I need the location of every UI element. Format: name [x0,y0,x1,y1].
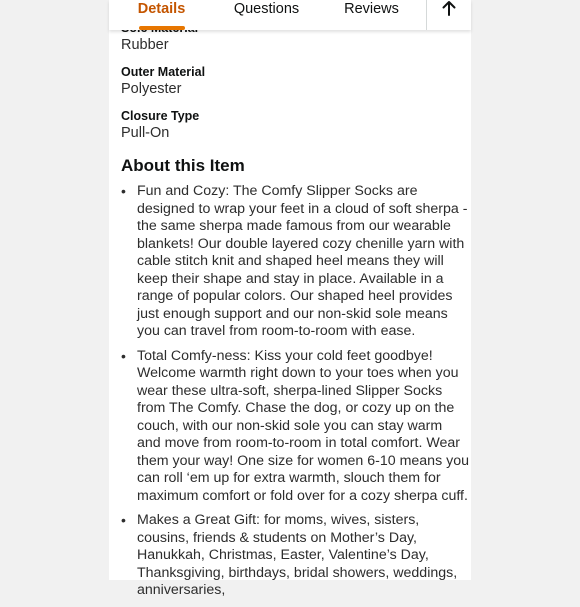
back-to-top-button[interactable] [427,0,471,30]
list-item: • Fun and Cozy: The Comfy Slipper Socks are designed to wrap your feet in a cloud of soft sherpa - the same sherpa made famous from our wearable blankets! Our double layered cozy chenille yarn with cable stitch knit and shaped heel means they will keep their shape and stay in place. Available in a range of popular colors. Our shaped heel provides just enough support and our non-skid sole means you can travel from room-to-room with ease. [121,183,469,341]
section-tab-bar [109,0,471,30]
attribute-label: Closure Type [121,109,200,123]
tab-questions[interactable]: Questions [233,1,300,17]
list-item: • Makes a Great Gift: for moms, wives, sisters, cousins, friends & students on Mother’s Day, Hanukkah, Christmas, Easter, Valentine’s Day, Thanksgiving, birthdays, bridal showers, weddings, anniversaries, [121,512,469,600]
attribute-value: Polyester [121,81,182,97]
attribute-label: Outer Material [121,65,206,79]
attribute-outer-material [121,64,469,98]
tab-reviews[interactable]: Reviews [344,1,399,17]
list-item: • Total Comfy-ness: Kiss your cold feet goodbye! Welcome warmth right down to your toes when you wear these ultra-soft, sherpa-lined Slipper Socks from The Comfy. Chase the dog, or cozy up on the couch, with our non-skid sole you can stay warm and move from room-to-room in total comfort. Wear them your way! One size for women 6-10 means you can roll ‘em up for extra warmth, slouch them for maximum comfort or fold over for a cozy sherpa cuff. [121,348,469,506]
attribute-value: Rubber [121,37,169,53]
about-bullet-list [121,183,469,600]
attribute-value: Pull-On [121,125,170,141]
arrow-up-icon [442,0,456,21]
attribute-closure-type [121,108,469,142]
details-content [121,20,469,607]
active-tab-indicator [139,26,185,30]
product-details-panel [109,0,471,598]
about-section-title: About this Item [121,156,245,175]
tab-details[interactable]: Details [137,1,186,17]
